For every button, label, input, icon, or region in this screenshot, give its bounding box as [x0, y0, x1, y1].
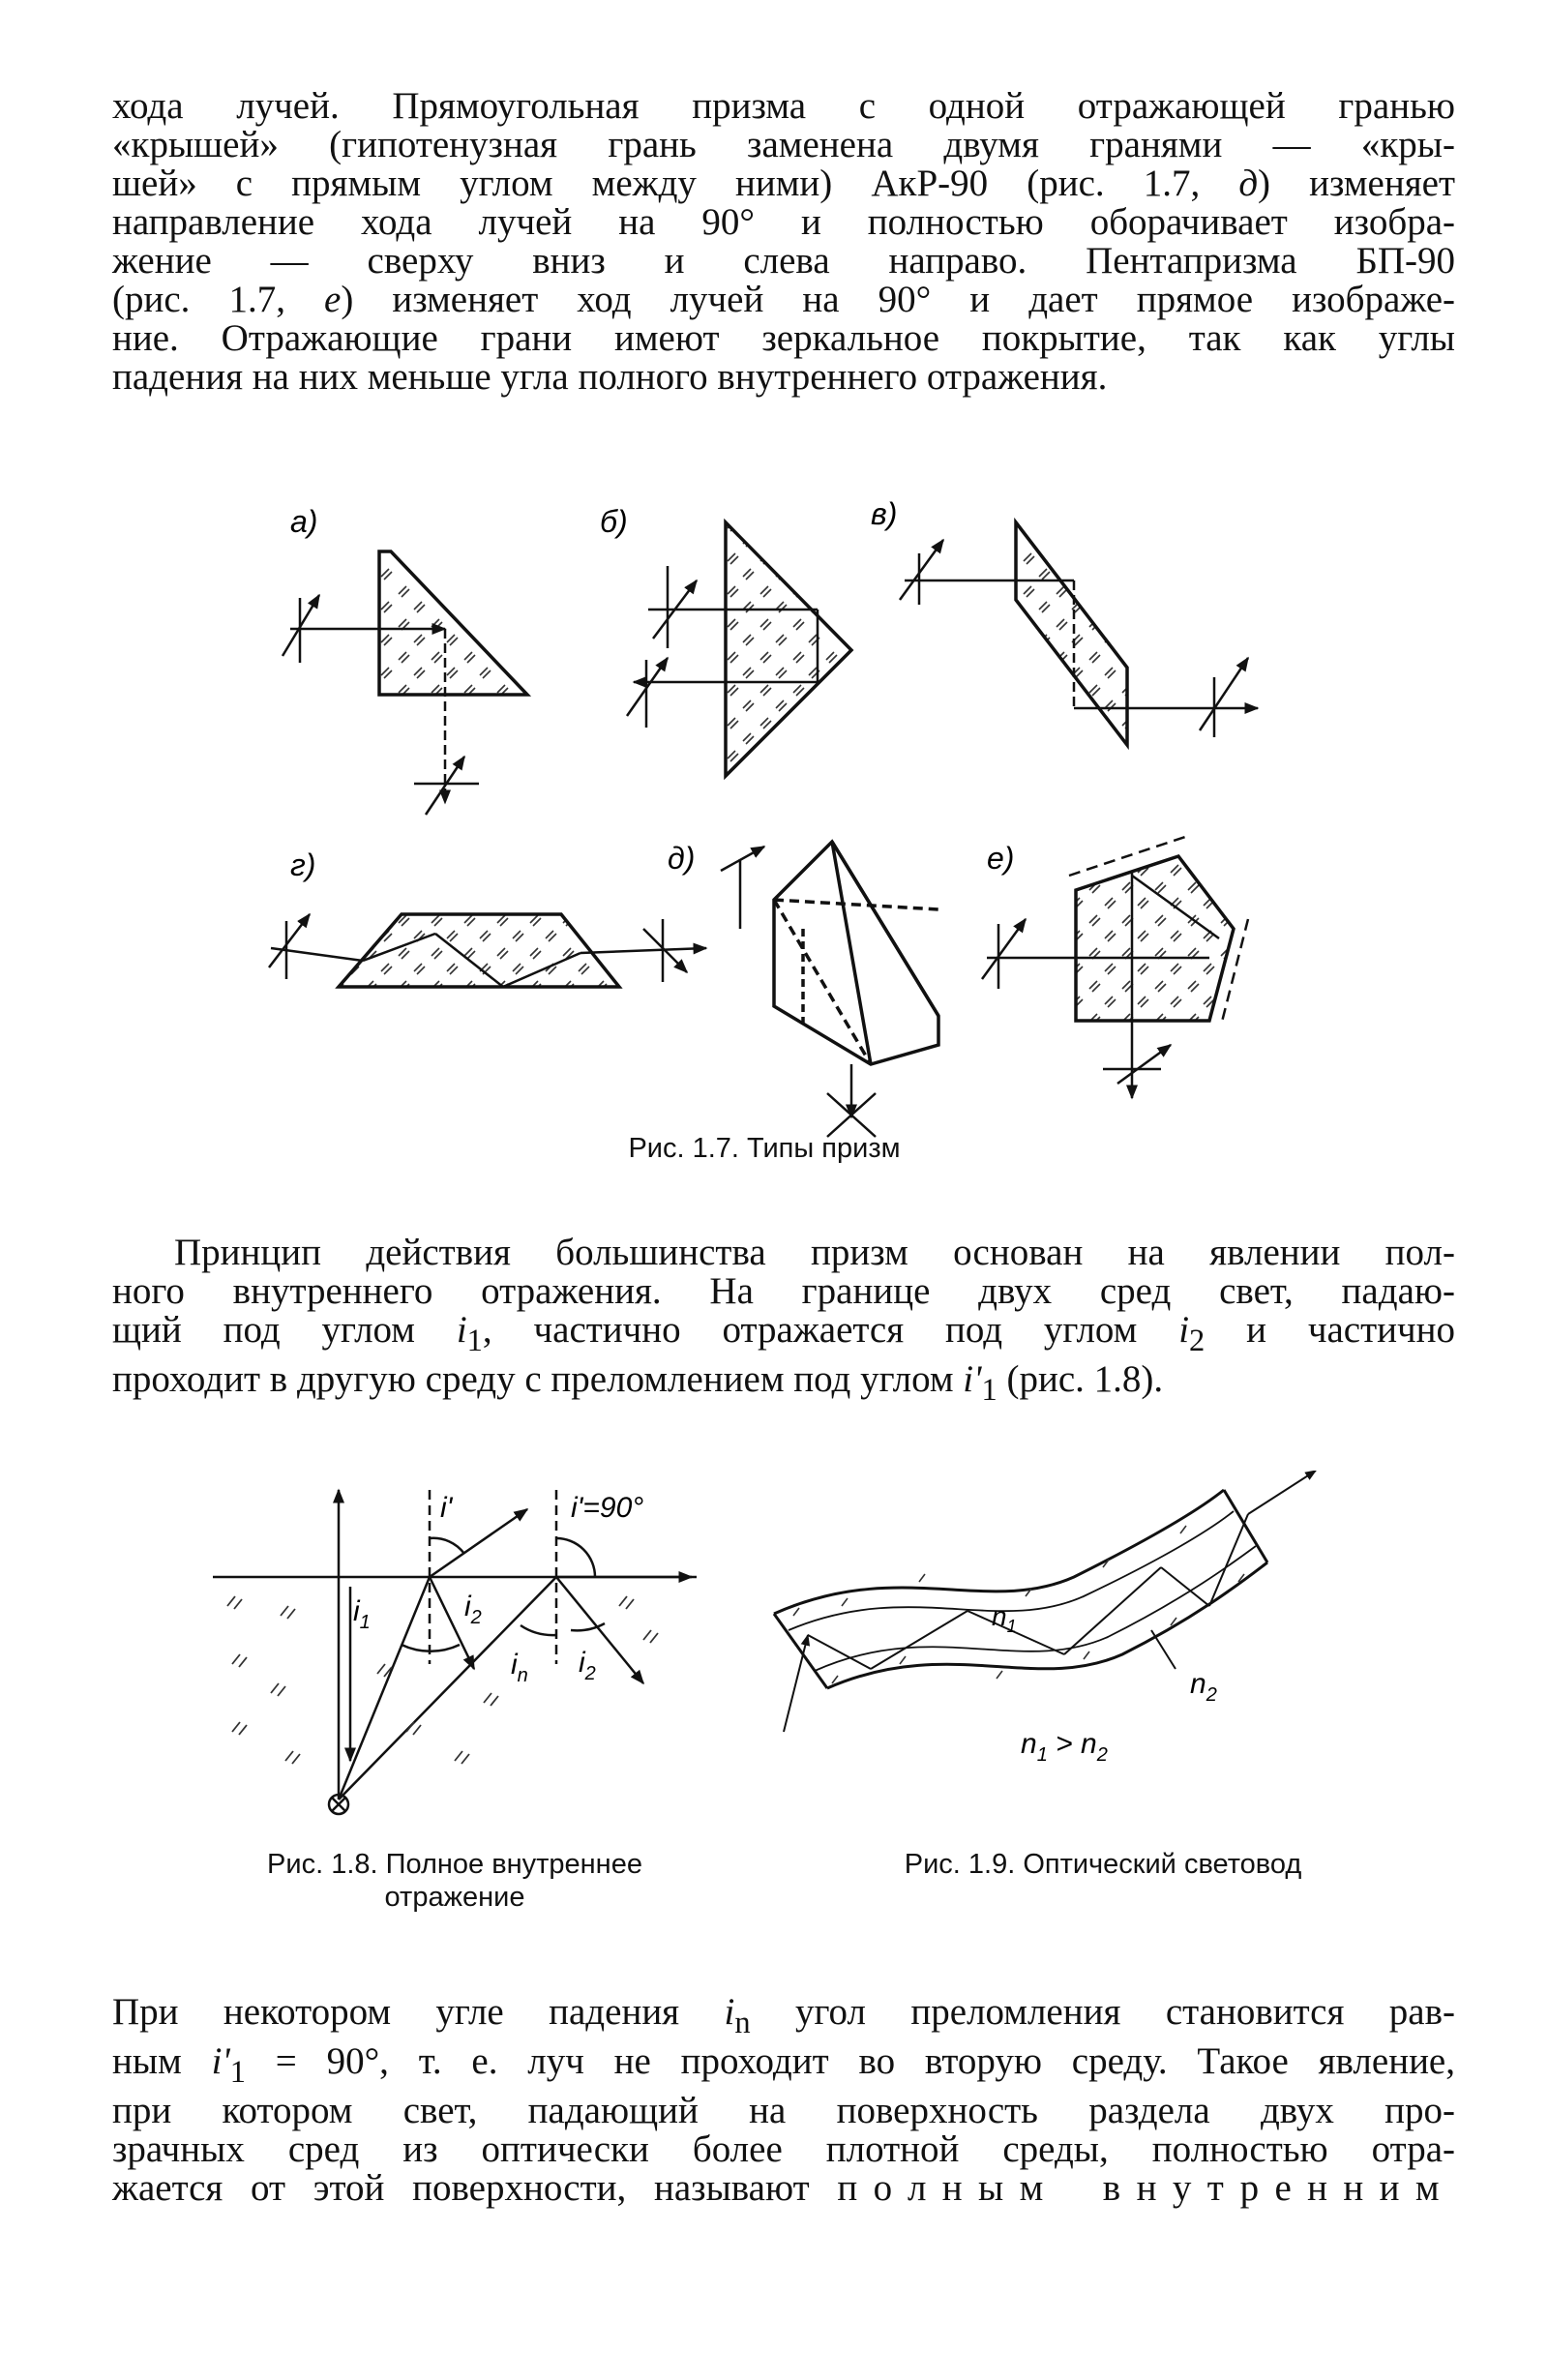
fig-1-8-label-i1: $i_1$ — [353, 1595, 371, 1633]
paragraph-2-line-3: щий под углом $i_1$, частично отражается под углом $i_2$ и частично — [112, 1309, 1455, 1358]
figure-1-9-caption: Рис. 1.9. Оптический световод — [904, 1849, 1302, 1880]
figure-1-8-caption-line-1: Рис. 1.8. Полное внутреннее — [267, 1849, 642, 1880]
paragraph-1-line-2: «крышей» (гипотенузная грань заменена двумя гранями — «кры- — [112, 124, 1455, 165]
prism-a — [379, 551, 527, 695]
paragraph-2 — [112, 1234, 1455, 1410]
fig-label-g: г) — [290, 848, 316, 882]
figure-1-8-total-internal-reflection — [213, 1490, 697, 1814]
fig-label-d: д) — [668, 841, 696, 876]
fig-label-e: е) — [987, 841, 1015, 876]
fig-label-b: б) — [600, 504, 628, 539]
figure-1-7-prism-types — [0, 484, 1548, 1142]
paragraph-1 — [112, 87, 1455, 397]
paragraph-1-line-5: жение — сверху вниз и слева направо. Пентапризма БП-90 — [112, 240, 1455, 282]
fig-1-8-label-i-prime-90: i'=90° — [571, 1492, 644, 1524]
fig-label-a: а) — [290, 504, 318, 539]
fig-1-9-label-n1: $n_1$ — [992, 1601, 1017, 1636]
fig-1-9-label-relation: $n_1 > n_2$ — [1021, 1728, 1108, 1766]
prism-e — [1076, 856, 1234, 1021]
paragraph-3-line-2: ным $i'_1 = 90^\circ$, т. е. луч не проходит во вторую среду. Такое явление, — [112, 2039, 1455, 2090]
figure-1-8-caption-line-2: отражение — [384, 1882, 525, 1913]
paragraph-1-line-4: направление хода лучей на 90° и полностью оборачивает изобра- — [112, 201, 1455, 243]
fig-1-9-label-n2: $n_2$ — [1190, 1668, 1217, 1706]
paragraph-2-line-1: Принцип действия большинства призм основан на явлении пол- — [174, 1232, 1455, 1273]
prism-b — [726, 522, 851, 776]
fig-1-8-label-in: $i_n$ — [511, 1649, 528, 1686]
prism-g — [339, 914, 619, 987]
paragraph-3-line-4: зрачных сред из оптически более плотной среды, полностью отра- — [112, 2127, 1455, 2170]
paragraph-3 — [112, 1993, 1455, 2208]
paragraph-1-line-8: падения на них меньше угла полного внутреннего отражения. — [112, 356, 1108, 398]
fig-label-v: в) — [871, 496, 898, 531]
paragraph-1-line-6: (рис. 1.7, е) изменяет ход лучей на 90° и дает прямое изображе- — [112, 279, 1456, 320]
prism-d-rays — [721, 847, 876, 1137]
spaced-term: полным внутренним — [837, 2166, 1455, 2209]
paragraph-1-line-7: ние. Отражающие грани имеют зеркальное покрытие, так как углы — [112, 317, 1455, 359]
paragraph-2-line-2: ного внутреннего отражения. На границе двух сред свет, падаю- — [112, 1270, 1455, 1312]
fig-1-8-label-i2: $i_2$ — [464, 1591, 482, 1628]
paragraph-2-line-4: проходит в другую среду с преломлением под углом $i'_1$ (рис. 1.8). — [112, 1357, 1164, 1408]
paragraph-1-line-3: шей» с прямым углом между ними) АкР-90 (рис. 1.7, д) изменяет — [112, 163, 1455, 204]
paragraph-1-line-1: хода лучей. Прямоугольная призма с одной отражающей гранью — [112, 85, 1455, 127]
prism-d — [774, 842, 938, 1064]
figures-1-8-and-1-9 — [0, 1471, 1548, 1858]
fig-1-8-label-i-prime: i' — [440, 1492, 453, 1524]
fig-1-8-label-i2b: $i_2$ — [579, 1647, 596, 1684]
paragraph-3-line-3: при котором свет, падающий на поверхность раздела двух про- — [112, 2089, 1455, 2131]
figure-1-8-caption — [194, 1848, 716, 1914]
paragraph-3-line-1: При некотором угле падения $i_n$ угол преломления становится рав- — [112, 1991, 1455, 2040]
paragraph-3-line-5: жается от этой поверхности, называют полным внутренним — [112, 2166, 1455, 2209]
figure-1-7-caption: Рис. 1.7. Типы призм — [628, 1133, 901, 1164]
prism-v — [1016, 522, 1127, 745]
